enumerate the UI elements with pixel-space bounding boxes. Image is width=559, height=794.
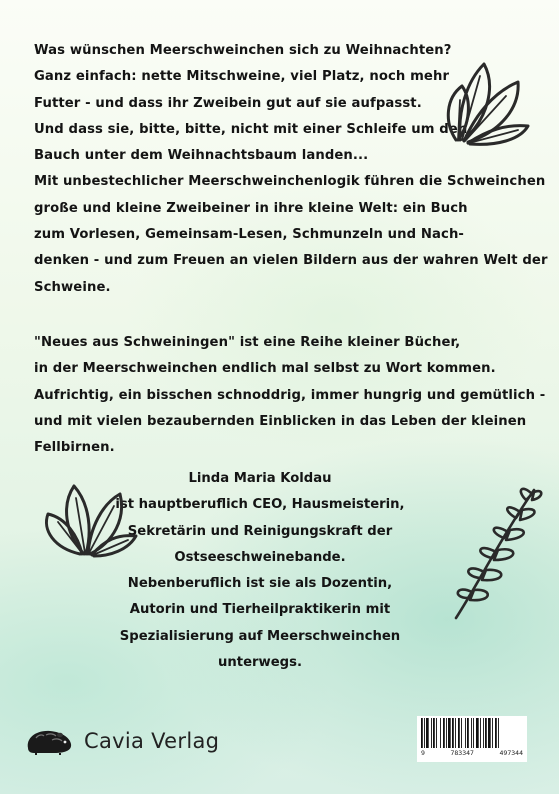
fern-branch-icon — [448, 484, 544, 624]
barcode-bar — [461, 718, 462, 748]
barcode-bars — [420, 718, 524, 748]
author-line: Ostseeschweinebande. — [174, 549, 346, 565]
barcode-bar — [436, 718, 437, 748]
series-line: und mit vielen bezaubernden Einblicken in das Leben der kleinen — [34, 413, 527, 429]
barcode-digits — [420, 749, 524, 757]
intro-line: Mit unbestechlicher Meerschweinchenlogik führen die Schweinchen — [34, 174, 546, 190]
barcode-bar — [424, 718, 425, 748]
barcode-bar — [471, 718, 472, 748]
barcode-bar — [443, 718, 445, 748]
intro-line: Ganz einfach: nette Mitschweine, viel Platz, noch mehr — [34, 69, 450, 85]
barcode-bar — [452, 718, 454, 748]
series-text — [34, 330, 546, 461]
publisher-name: Cavia Verlag — [84, 729, 220, 753]
series-line: "Neues aus Schweiningen" ist eine Reihe kleiner Bücher, — [34, 335, 461, 350]
barcode-bar — [431, 718, 432, 748]
intro-line: große und kleine Zweibeiner in ihre kleine Welt: ein Buch — [34, 200, 468, 216]
author-bio — [95, 466, 425, 676]
publisher-logo — [24, 724, 219, 758]
author-name: Linda Maria Koldau — [188, 471, 332, 486]
intro-line: Was wünschen Meerschweinchen sich zu Weihnachten? — [34, 43, 452, 58]
barcode-bar — [488, 718, 491, 748]
fan-leaf-icon — [440, 52, 530, 148]
intro-line: Schweine. — [34, 279, 111, 295]
isbn-barcode — [417, 716, 527, 762]
barcode-bar — [421, 718, 423, 748]
series-line: in der Meerschweinchen endlich mal selbst zu Wort kommen. — [34, 361, 496, 377]
series-line: Aufrichtig, ein bisschen schnoddrig, immer hungrig und gemütlich - — [34, 387, 546, 403]
author-line: Sekretärin und Reinigungskraft der — [127, 523, 393, 539]
barcode-bar — [473, 718, 474, 748]
barcode-digit-prefix: 9 — [421, 749, 425, 757]
barcode-bar — [483, 718, 484, 748]
barcode-bar — [495, 718, 497, 748]
barcode-bar — [492, 718, 493, 748]
intro-line: denken - und zum Freuen an vielen Bildern aus der wahren Welt der — [34, 253, 548, 269]
barcode-bar — [440, 718, 441, 748]
barcode-bar — [455, 718, 456, 748]
barcode-bar — [426, 718, 429, 748]
barcode-bar — [433, 718, 435, 748]
author-line: Autorin und Tierheilpraktikerin mit — [129, 602, 391, 618]
barcode-bar — [485, 718, 487, 748]
barcode-bar — [446, 718, 447, 748]
barcode-bar — [465, 718, 466, 748]
intro-line: Und dass sie, bitte, bitte, nicht mit einer Schleife um den — [34, 121, 468, 137]
guinea-pig-icon — [24, 726, 74, 756]
barcode-bar — [498, 718, 499, 748]
intro-line: Bauch unter dem Weihnachtsbaum landen... — [34, 148, 369, 164]
barcode-bar — [458, 718, 460, 748]
intro-line: zum Vorlesen, Gemeinsam-Lesen, Schmunzeln und Nach- — [34, 227, 465, 243]
author-line: ist hauptberuflich CEO, Hausmeisterin, — [115, 497, 405, 513]
barcode-bar — [448, 718, 451, 748]
author-line: unterwegs. — [218, 655, 302, 671]
author-line: Spezialisierung auf Meerschweinchen — [119, 628, 401, 644]
barcode-digit-group: 497344 — [499, 749, 523, 757]
barcode-bar — [480, 718, 481, 748]
author-line: Nebenberuflich ist sie als Dozentin, — [127, 576, 393, 592]
barcode-digit-group: 783347 — [450, 749, 474, 757]
fan-leaf-icon — [40, 474, 138, 558]
intro-line: Futter - und dass ihr Zweibein gut auf sie aufpasst. — [34, 95, 422, 111]
series-line: Fellbirnen. — [34, 440, 115, 456]
barcode-bar — [467, 718, 469, 748]
barcode-bar — [476, 718, 479, 748]
